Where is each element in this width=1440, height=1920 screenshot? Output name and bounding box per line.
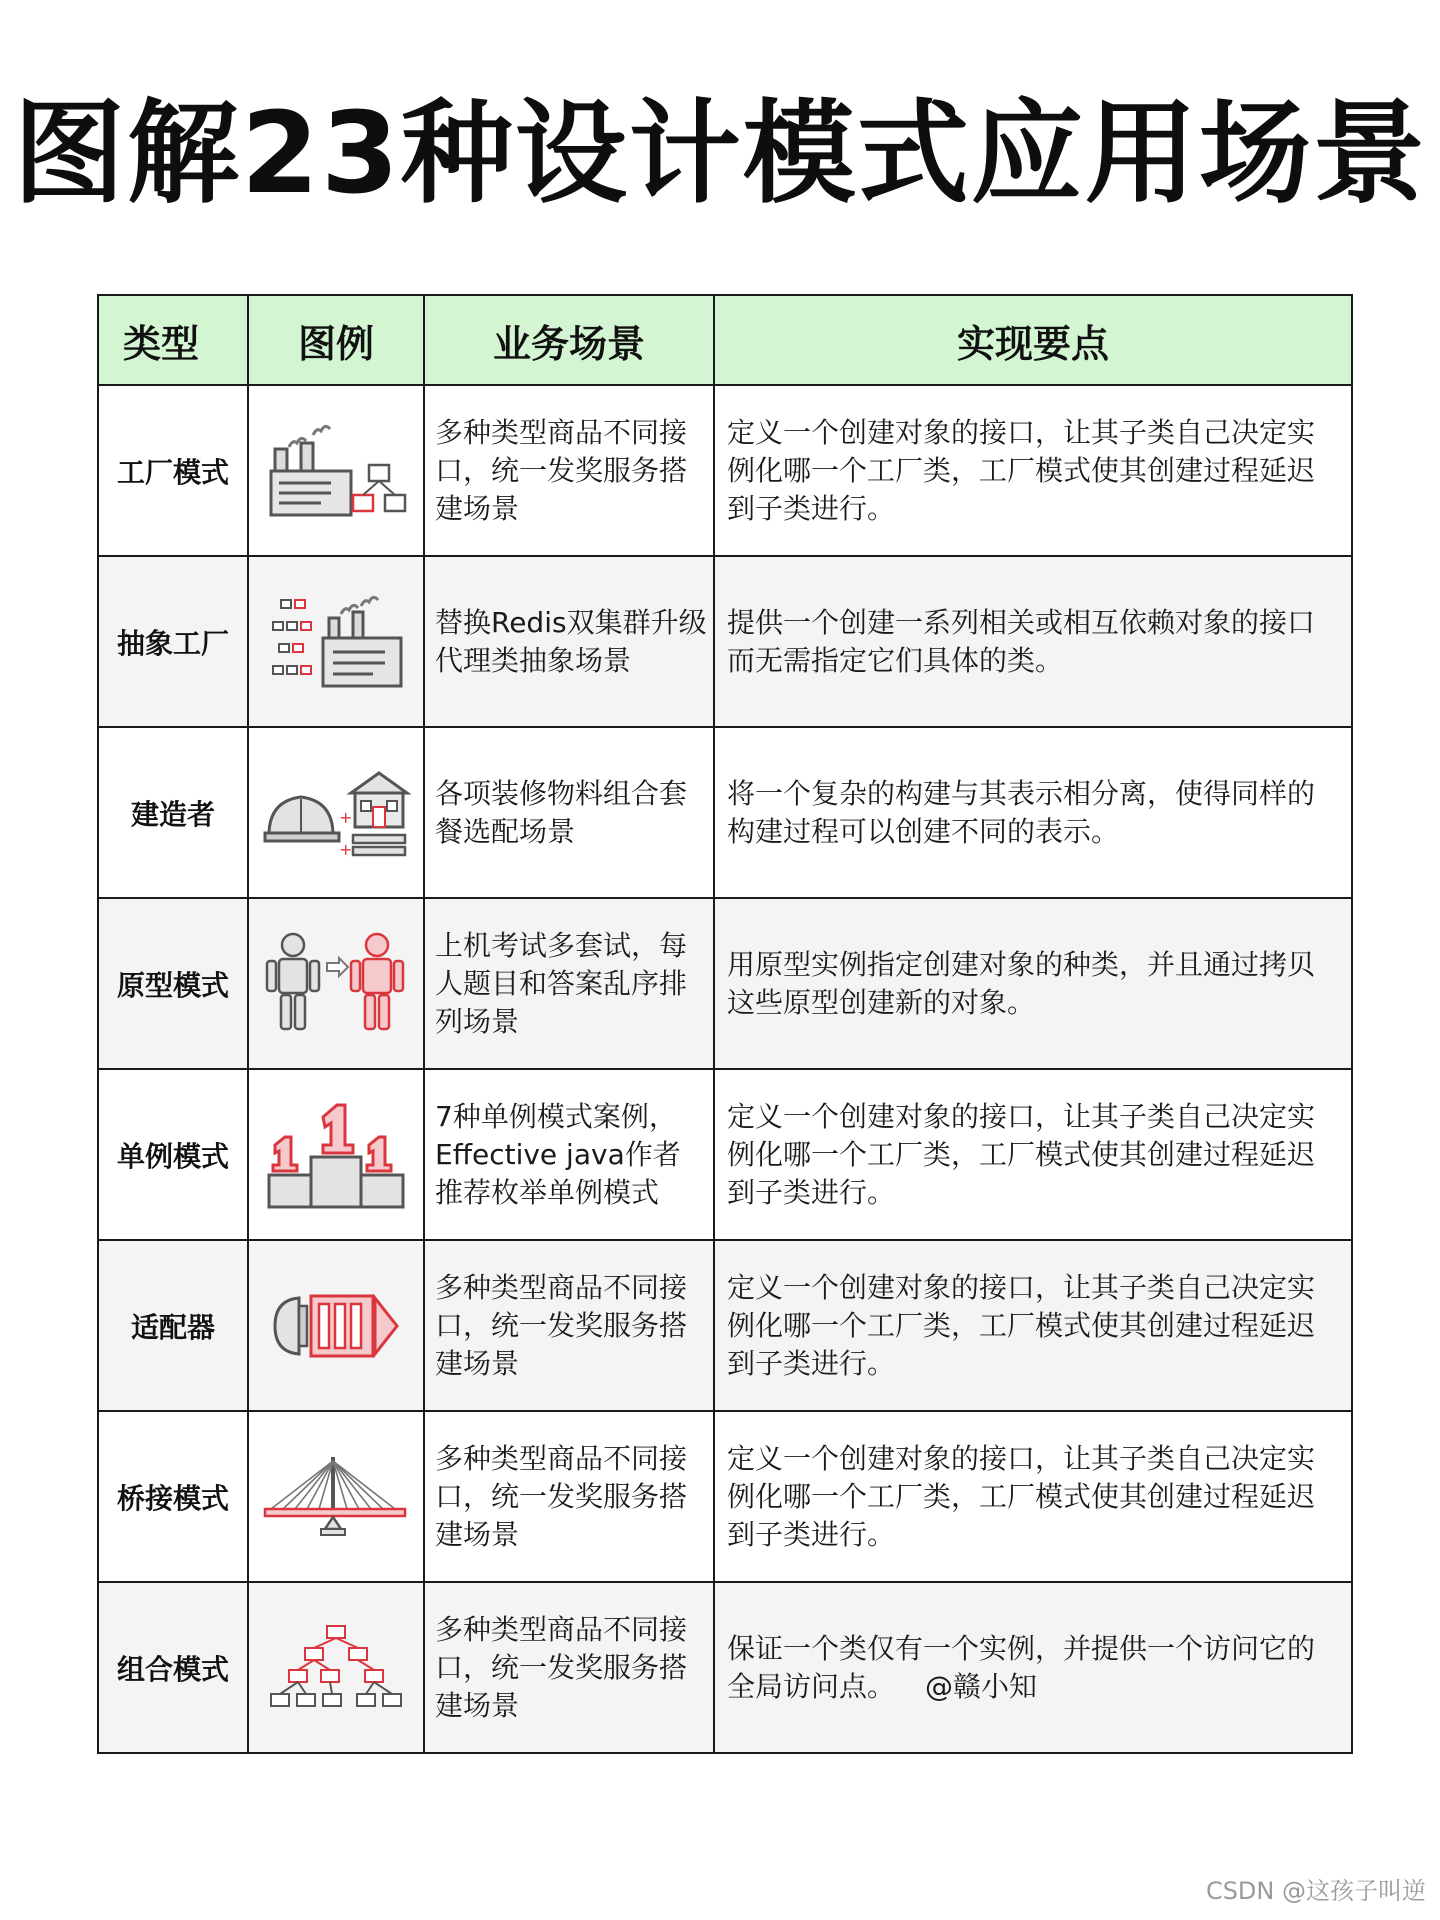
table-row xyxy=(98,727,1352,898)
point-cell: 定义一个创建对象的接口，让其子类自己决定实例化哪一个工厂类，工厂模式使其创建过程延迟到子类进行。 xyxy=(714,1069,1352,1240)
scene-cell: 多种类型商品不同接口，统一发奖服务搭建场景 xyxy=(424,1240,714,1411)
factory-icon xyxy=(248,385,424,556)
point-cell: 定义一个创建对象的接口，让其子类自己决定实例化哪一个工厂类，工厂模式使其创建过程延迟到子类进行。 xyxy=(714,1411,1352,1582)
robot-icon xyxy=(248,898,424,1069)
scene-cell: 多种类型商品不同接口，统一发奖服务搭建场景 xyxy=(424,385,714,556)
point-cell: 将一个复杂的构建与其表示相分离，使得同样的构建过程可以创建不同的表示。 xyxy=(714,727,1352,898)
header-icon: 图例 xyxy=(248,295,424,385)
abstract-factory-icon xyxy=(248,556,424,727)
svg-text:+: + xyxy=(339,839,353,859)
podium-icon xyxy=(248,1069,424,1240)
type-cell: 抽象工厂 xyxy=(98,556,248,727)
point-cell: 用原型实例指定创建对象的种类，并且通过拷贝这些原型创建新的对象。 xyxy=(714,898,1352,1069)
header-type: 类型 xyxy=(98,295,248,385)
scene-cell: 各项装修物料组合套餐选配场景 xyxy=(424,727,714,898)
tree-icon xyxy=(248,1582,424,1753)
scene-cell: 7种单例模式案例，Effective java作者推荐枚举单例模式 xyxy=(424,1069,714,1240)
point-cell xyxy=(714,1582,1352,1753)
page-title: 图解23种设计模式应用场景 xyxy=(13,89,1427,219)
author-signature: @赣小知 xyxy=(925,1669,1038,1703)
table-row xyxy=(98,898,1352,1069)
scene-cell: 上机考试多套试，每人题目和答案乱序排列场景 xyxy=(424,898,714,1069)
type-cell: 组合模式 xyxy=(98,1582,248,1753)
scene-cell: 替换Redis双集群升级代理类抽象场景 xyxy=(424,556,714,727)
table-row xyxy=(98,1411,1352,1582)
table-row xyxy=(98,1240,1352,1411)
table-row xyxy=(98,1582,1352,1753)
point-cell: 提供一个创建一系列相关或相互依赖对象的接口而无需指定它们具体的类。 xyxy=(714,556,1352,727)
table-row xyxy=(98,1069,1352,1240)
scene-cell: 多种类型商品不同接口，统一发奖服务搭建场景 xyxy=(424,1582,714,1753)
type-cell: 建造者 xyxy=(98,727,248,898)
table-row xyxy=(98,556,1352,727)
adapter-icon xyxy=(248,1240,424,1411)
point-cell: 定义一个创建对象的接口，让其子类自己决定实例化哪一个工厂类，工厂模式使其创建过程延迟到子类进行。 xyxy=(714,385,1352,556)
type-cell: 桥接模式 xyxy=(98,1411,248,1582)
table-row xyxy=(98,385,1352,556)
type-cell: 单例模式 xyxy=(98,1069,248,1240)
header-point: 实现要点 xyxy=(714,295,1352,385)
scene-cell: 多种类型商品不同接口，统一发奖服务搭建场景 xyxy=(424,1411,714,1582)
point-cell: 定义一个创建对象的接口，让其子类自己决定实例化哪一个工厂类，工厂模式使其创建过程延迟到子类进行。 xyxy=(714,1240,1352,1411)
table-header-row xyxy=(98,295,1352,385)
point-text: 保证一个类仅有一个实例，并提供一个访问它的全局访问点。 xyxy=(727,1631,1316,1703)
type-cell: 工厂模式 xyxy=(98,385,248,556)
builder-icon xyxy=(248,727,424,898)
type-cell: 适配器 xyxy=(98,1240,248,1411)
svg-text:+: + xyxy=(339,807,353,827)
bridge-icon xyxy=(248,1411,424,1582)
patterns-table xyxy=(97,294,1353,1754)
watermark: CSDN @这孩子叫逆 xyxy=(1205,1877,1426,1905)
type-cell: 原型模式 xyxy=(98,898,248,1069)
header-scene: 业务场景 xyxy=(424,295,714,385)
